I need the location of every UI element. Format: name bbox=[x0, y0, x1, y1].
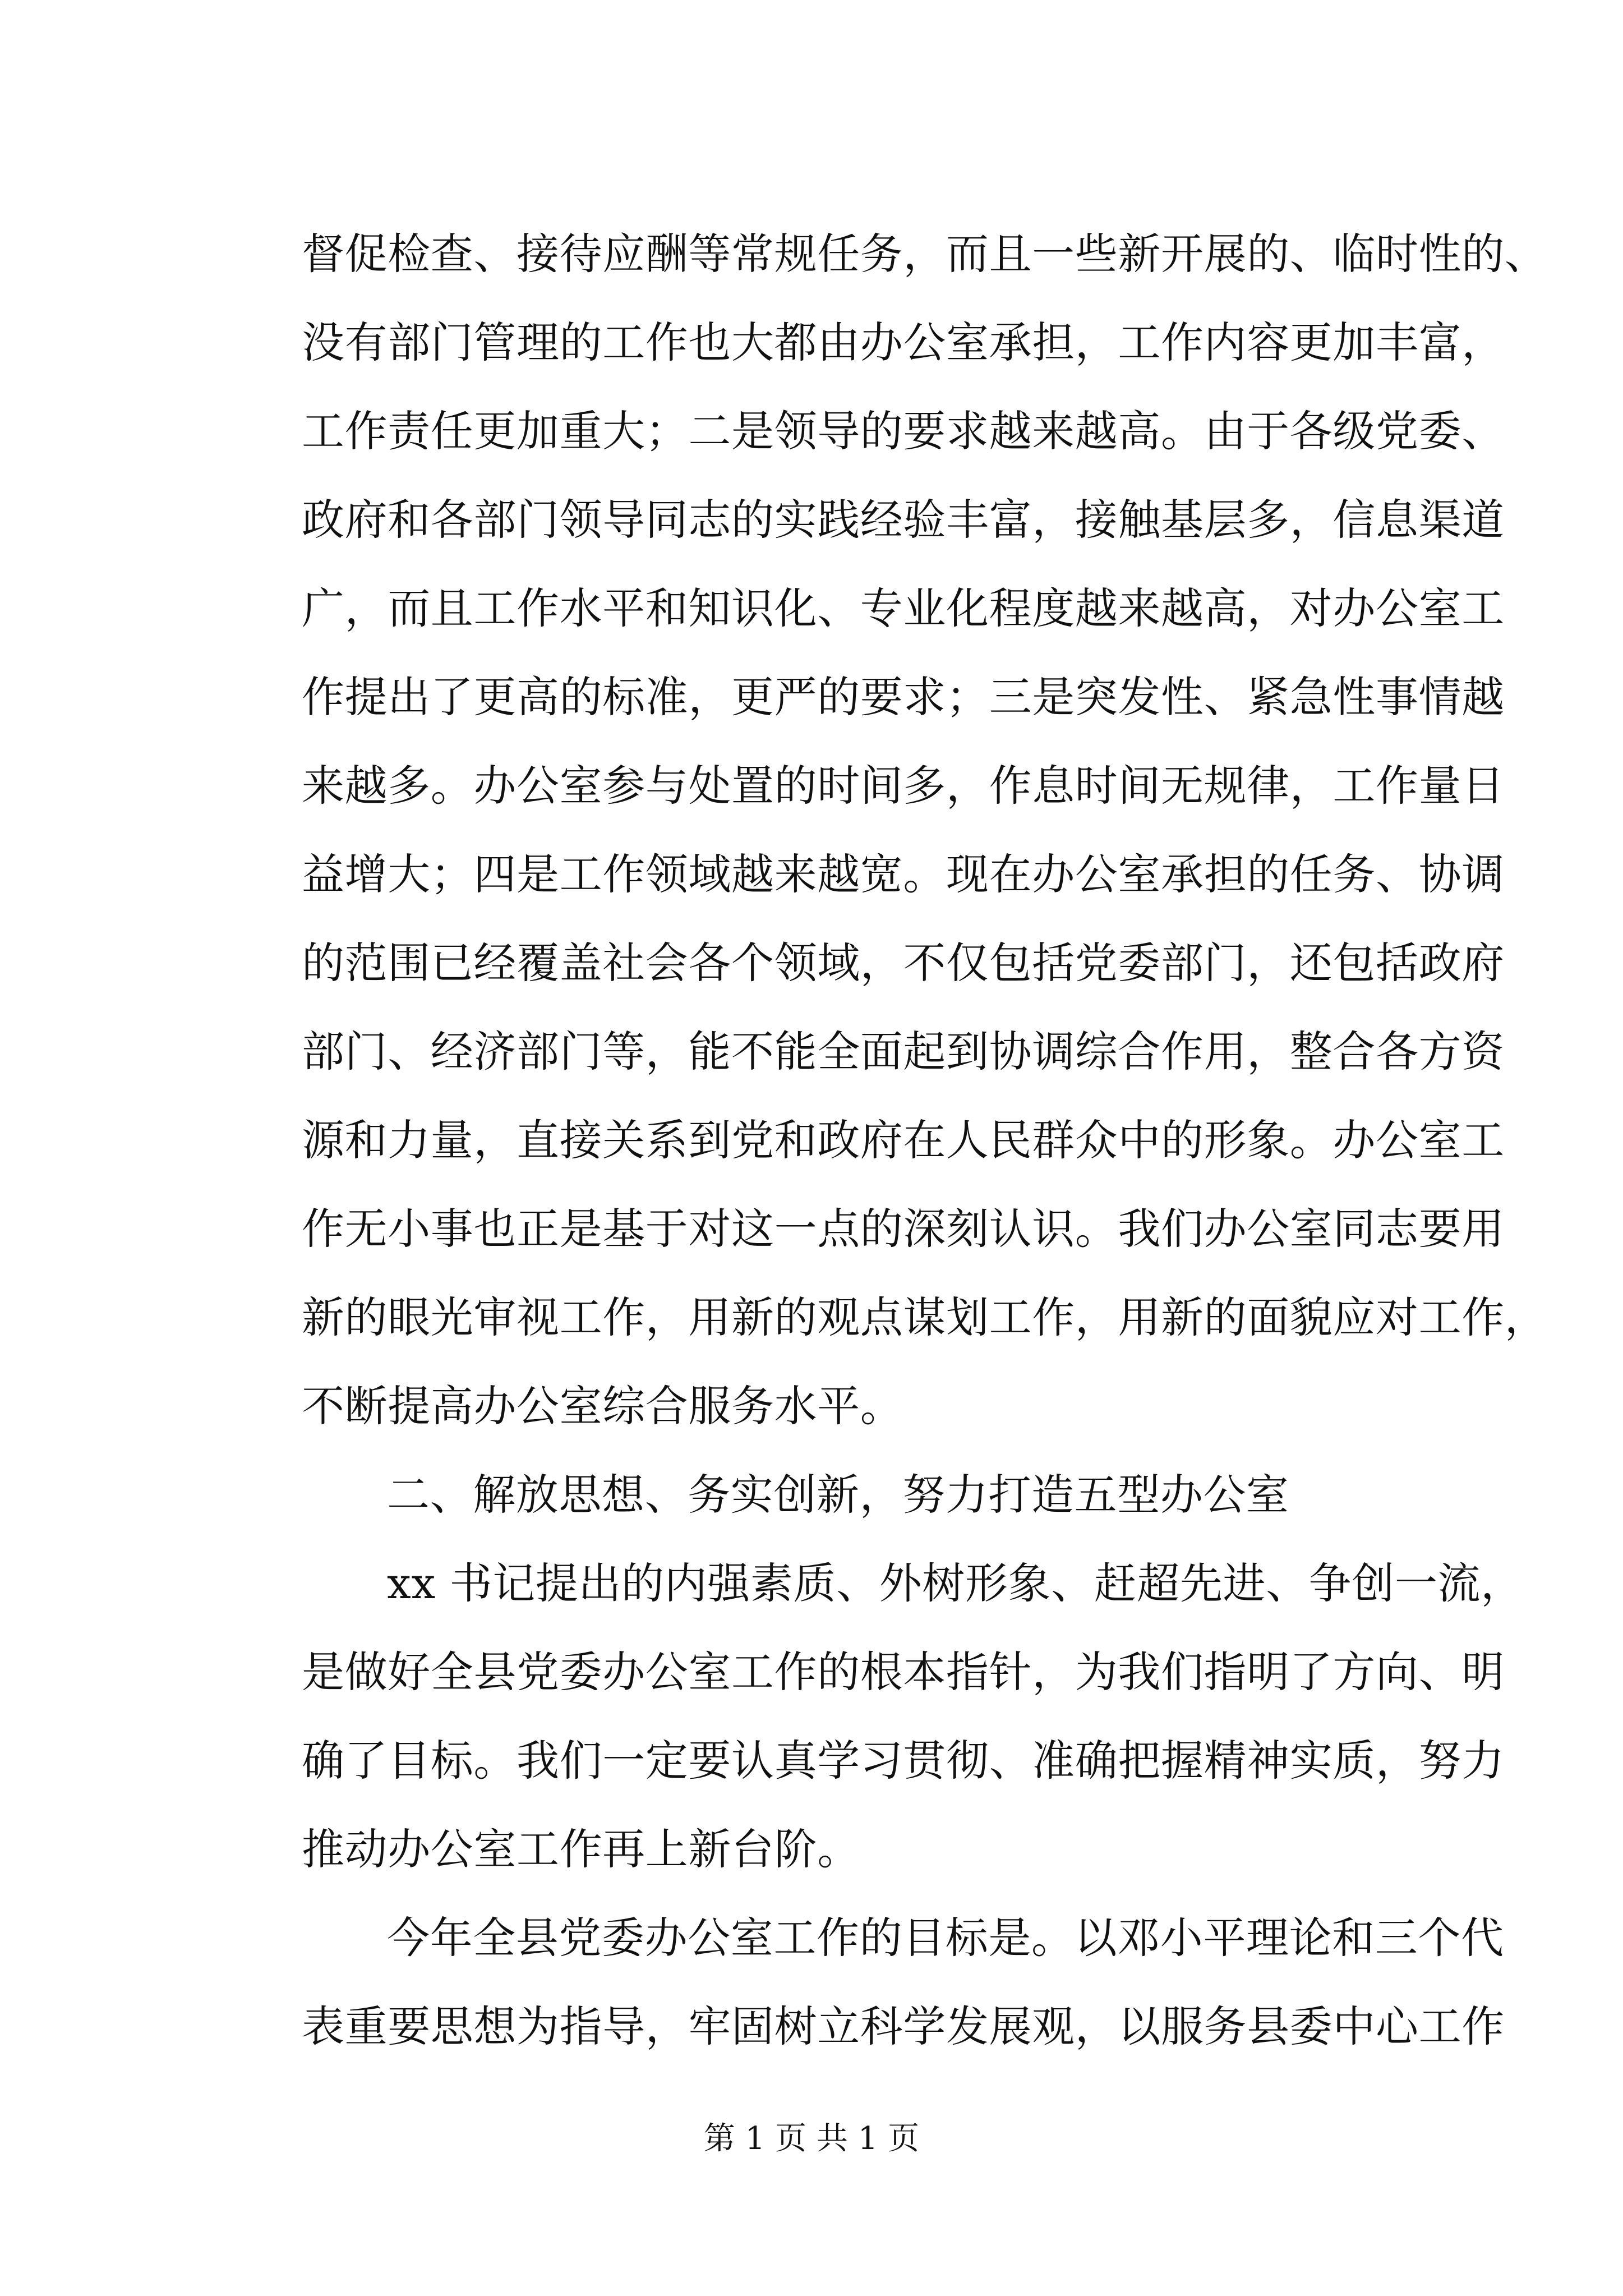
text-line: 今年全县党委办公室工作的目标是。以邓小平理论和三个代 bbox=[387, 1913, 1504, 1963]
text-line: 工作责任更加重大；二是领导的要求越来越高。由于各级党委、 bbox=[302, 406, 1505, 456]
text-line: 不断提高办公室综合服务水平。 bbox=[302, 1381, 903, 1431]
text-line: 是做好全县党委办公室工作的根本指针，为我们指明了方向、明 bbox=[302, 1647, 1505, 1697]
paragraph bbox=[302, 210, 1548, 1451]
text-line: 表重要思想为指导，牢固树立科学发展观，以服务县委中心工作 bbox=[302, 2001, 1505, 2051]
paragraph bbox=[302, 1539, 1524, 1894]
text-line: 确了目标。我们一定要认真学习贯彻、准确把握精神实质，努力 bbox=[302, 1736, 1505, 1786]
text-line: 没有部门管理的工作也大都由办公室承担，工作内容更加丰富， bbox=[302, 318, 1505, 367]
text-line: 广，而且工作水平和知识化、专业化程度越来越高，对办公室工 bbox=[302, 583, 1505, 633]
paragraph bbox=[302, 1894, 1505, 2071]
text-line: 源和力量，直接关系到党和政府在人民群众中的形象。办公室工 bbox=[302, 1115, 1505, 1165]
text-line: 来越多。办公室参与处置的时间多，作息时间无规律，工作量日 bbox=[302, 761, 1505, 811]
text-line: 部门、经济部门等，能不能全面起到协调综合作用，整合各方资 bbox=[302, 1027, 1505, 1076]
text-line: 的范围已经覆盖社会各个领域，不仅包括党委部门，还包括政府 bbox=[302, 938, 1505, 988]
text-line: 益增大；四是工作领域越来越宽。现在办公室承担的任务、协调 bbox=[302, 849, 1505, 899]
text-line: 新的眼光审视工作，用新的观点谋划工作，用新的面貌应对工作， bbox=[302, 1292, 1548, 1342]
document-body bbox=[302, 210, 1548, 2071]
text-line: 作提出了更高的标准，更严的要求；三是突发性、紧急性事情越 bbox=[302, 672, 1505, 722]
text-line: 二、解放思想、务实创新，努力打造五型办公室 bbox=[387, 1470, 1289, 1520]
text-line: 推动办公室工作再上新台阶。 bbox=[302, 1824, 860, 1874]
text-line: 政府和各部门领导同志的实践经验丰富，接触基层多，信息渠道 bbox=[302, 495, 1505, 545]
section-heading bbox=[302, 1451, 1418, 1539]
text-line: xx 书记提出的内强素质、外树形象、赶超先进、争创一流， bbox=[387, 1558, 1524, 1608]
text-line: 作无小事也正是基于对这一点的深刻认识。我们办公室同志要用 bbox=[302, 1204, 1505, 1254]
text-line: 督促检查、接待应酬等常规任务，而且一些新开展的、临时性的、 bbox=[302, 229, 1548, 279]
page-number-footer: 第 1 页 共 1 页 bbox=[703, 2120, 920, 2157]
